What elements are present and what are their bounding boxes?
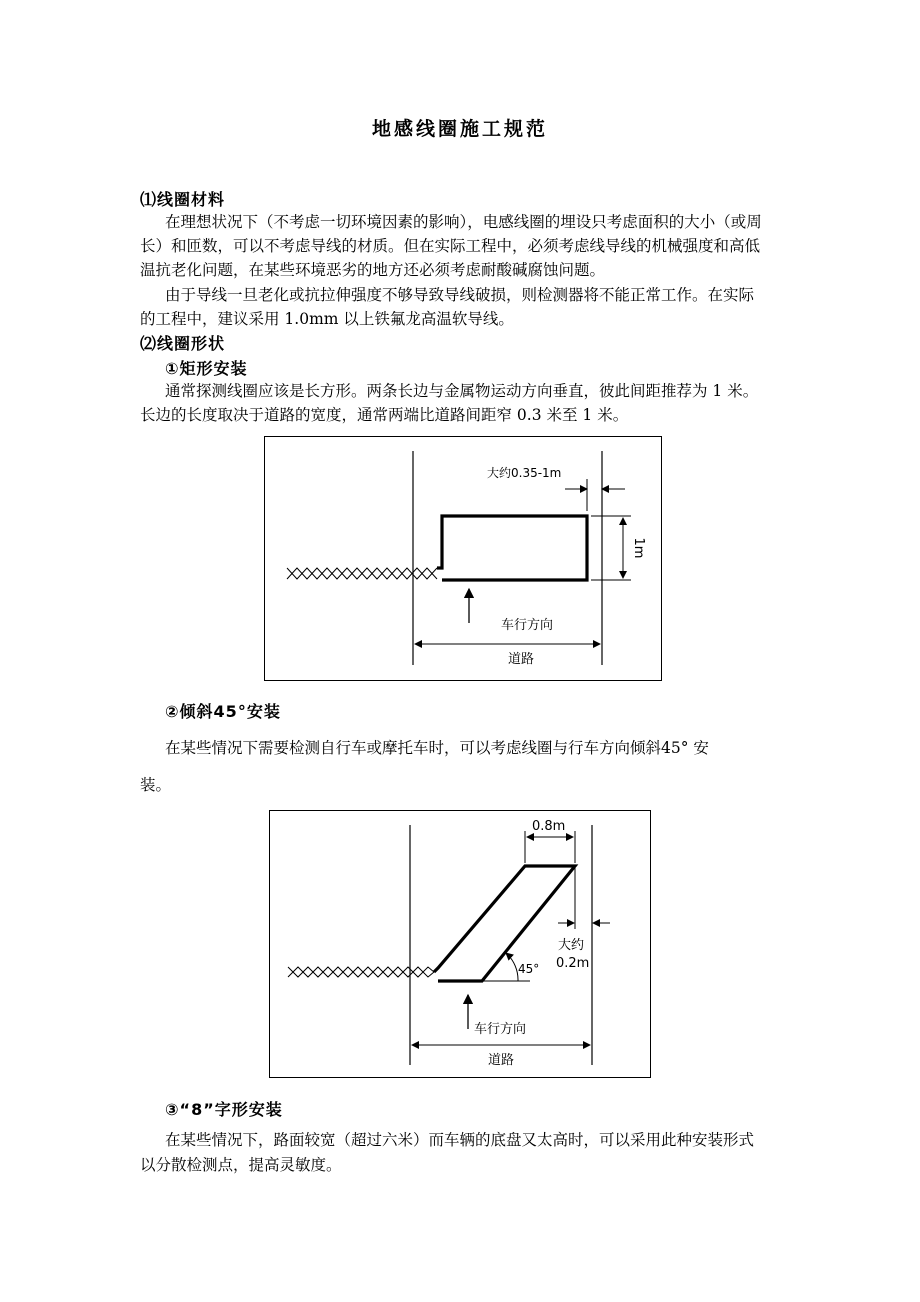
width-label: 0.8m	[532, 819, 566, 834]
loop-rectangle	[437, 516, 587, 580]
paragraph-line: 装。	[140, 776, 172, 794]
loop-parallelogram	[434, 866, 575, 981]
paragraph-line: 由于导线一旦老化或抗拉伸强度不够导致导线破损，则检测器将不能正常工作。在实际	[165, 286, 755, 304]
paragraph-line: 长）和匝数，可以不考虑导线的材质。但在实际工程中，必须考虑线导线的机械强度和高低	[140, 237, 761, 255]
figure-rectangular-loop	[264, 436, 662, 681]
paragraph-line: 在某些情况下需要检测自行车或摩托车时，可以考虑线圈与行车方向倾斜45° 安	[165, 739, 709, 757]
road-label: 道路	[508, 652, 535, 667]
paragraph-line: 以分散检测点，提高灵敏度。	[140, 1156, 342, 1174]
direction-label: 车行方向	[474, 1022, 527, 1037]
subheading-figure-eight: ③“8”字形安装	[165, 1100, 283, 1119]
twisted-lead-wire-b	[287, 568, 437, 579]
gap-label-line2: 0.2m	[556, 956, 590, 971]
subheading-45-degree: ②倾斜45°安装	[165, 702, 281, 721]
road-label: 道路	[488, 1053, 515, 1068]
width-label: 1m	[631, 537, 646, 559]
section-heading-material: ⑴线圈材料	[140, 190, 226, 209]
paragraph-line: 在理想状况下（不考虑一切环境因素的影响），电感线圈的埋设只考虑面积的大小（或周	[165, 213, 762, 231]
section-heading-shape: ⑵线圈形状	[140, 334, 226, 353]
paragraph-line: 在某些情况下，路面较宽（超过六米）而车辆的底盘又太高时，可以采用此种安装形式	[165, 1131, 755, 1149]
rectangular-loop-diagram	[265, 437, 661, 680]
gap-label-line1: 大约	[558, 938, 585, 953]
subheading-rectangle: ①矩形安装	[165, 359, 248, 378]
gap-label: 大约0.35-1m	[487, 466, 562, 480]
paragraph-line: 的工程中，建议采用 1.0mm 以上铁氟龙高温软导线。	[140, 310, 514, 328]
paragraph-line: 温抗老化问题，在某些环境恶劣的地方还必须考虑耐酸碱腐蚀问题。	[140, 261, 606, 279]
paragraph-line: 通常探测线圈应该是长方形。两条长边与金属物运动方向垂直，彼此间距推荐为 1 米。	[165, 382, 759, 400]
45-degree-loop-diagram	[270, 811, 650, 1077]
angle-arc-icon	[506, 953, 518, 981]
angle-label: 45°	[518, 962, 540, 976]
page-title: 地感线圈施工规范	[371, 118, 548, 140]
direction-label: 车行方向	[501, 618, 554, 633]
paragraph-line: 长边的长度取决于道路的宽度，通常两端比道路间距窄 0.3 米至 1 米。	[140, 406, 629, 424]
figure-45-degree-loop	[269, 810, 651, 1078]
